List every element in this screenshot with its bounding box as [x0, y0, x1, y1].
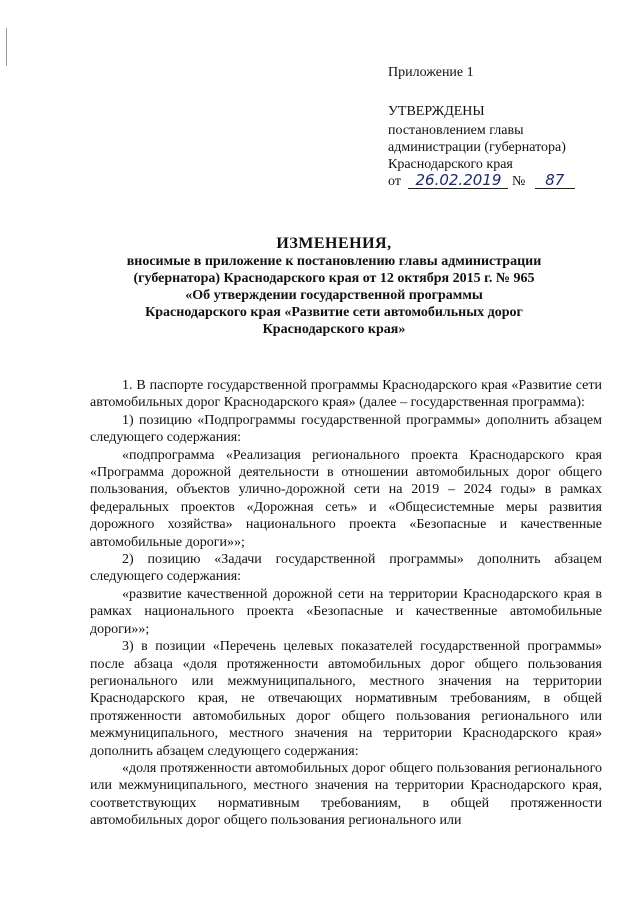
number-sign: №	[511, 174, 526, 189]
appendix-label: Приложение 1	[388, 65, 474, 80]
body-paragraph: 2) позицию «Задачи государственной программы» дополнить абзацем следующего содержания:	[90, 552, 602, 585]
body-paragraph: 1. В паспорте государственной программы Краснодарского края «Развитие сети автомобильных дорог Краснодарского края» (далее – государственная программа):	[90, 378, 602, 411]
title-line: вносимые в приложение к постановлению главы администрации	[126, 254, 542, 269]
body-paragraph: 1) позицию «Подпрограммы государственной программы» дополнить абзацем следующего содержания:	[90, 412, 602, 446]
title-line: «Об утверждении государственной программы	[185, 288, 483, 303]
body-paragraph: «подпрограмма «Реализация регионального проекта Краснодарского края «Программа дорожной деятельности в отношении автомобильных дорог общего пользования, объектов улично-дорожной сети на 2019 – 2024 годы» в рамках федеральных проектов «Дорожная сеть» и «Общесистемные меры развития дорожного хозяйства» национального проекта «Безопасные и качественные автомобильные дороги»»;	[90, 447, 602, 550]
handwritten-number: 87	[535, 173, 575, 189]
approval-block	[388, 103, 618, 190]
body-paragraph: «развитие качественной дорожной сети на территории Краснодарского края в рамках национального проекта «Безопасные и качественные автомобильные дороги»»;	[90, 586, 602, 637]
date-number-row	[388, 173, 618, 190]
approval-line: Краснодарского края	[388, 157, 513, 172]
date-prefix: от	[388, 174, 401, 189]
body-paragraph: «доля протяженности автомобильных дорог общего пользования регионального или межмуниципального, местного значения на территории Краснодарского края, соответствующих нормативным требованиям, в общей протяженности автомобильных дорог общего пользования регионального или	[90, 760, 602, 829]
approval-line: администрации (губернатора)	[388, 140, 566, 155]
handwritten-date: 26.02.2019	[408, 173, 508, 189]
title-line: (губернатора) Краснодарского края от 12 октября 2015 г. № 965	[133, 271, 535, 286]
title-heading: ИЗМЕНЕНИЯ,	[276, 235, 392, 252]
approval-line: постановлением главы	[388, 123, 524, 138]
scan-edge-mark	[6, 28, 7, 66]
document-body	[90, 377, 602, 830]
title-line: Краснодарского края»	[262, 322, 406, 337]
body-paragraph: 3) в позиции «Перечень целевых показателей государственной программы» после абзаца «доля протяженности автомобильных дорог общего пользования регионального или межмуниципального, местного значения на территории Краснодарского края, не отвечающих нормативным требованиям, в общей протяженности автомобильных дорог общего пользования регионального или межмуниципального, местного значения на территории Краснодарского края» дополнить абзацем следующего содержания:	[90, 639, 602, 759]
document-title	[96, 235, 572, 338]
title-line: Краснодарского края «Развитие сети автомобильных дорог	[145, 305, 523, 320]
approved-heading: УТВЕРЖДЕНЫ	[388, 104, 485, 119]
